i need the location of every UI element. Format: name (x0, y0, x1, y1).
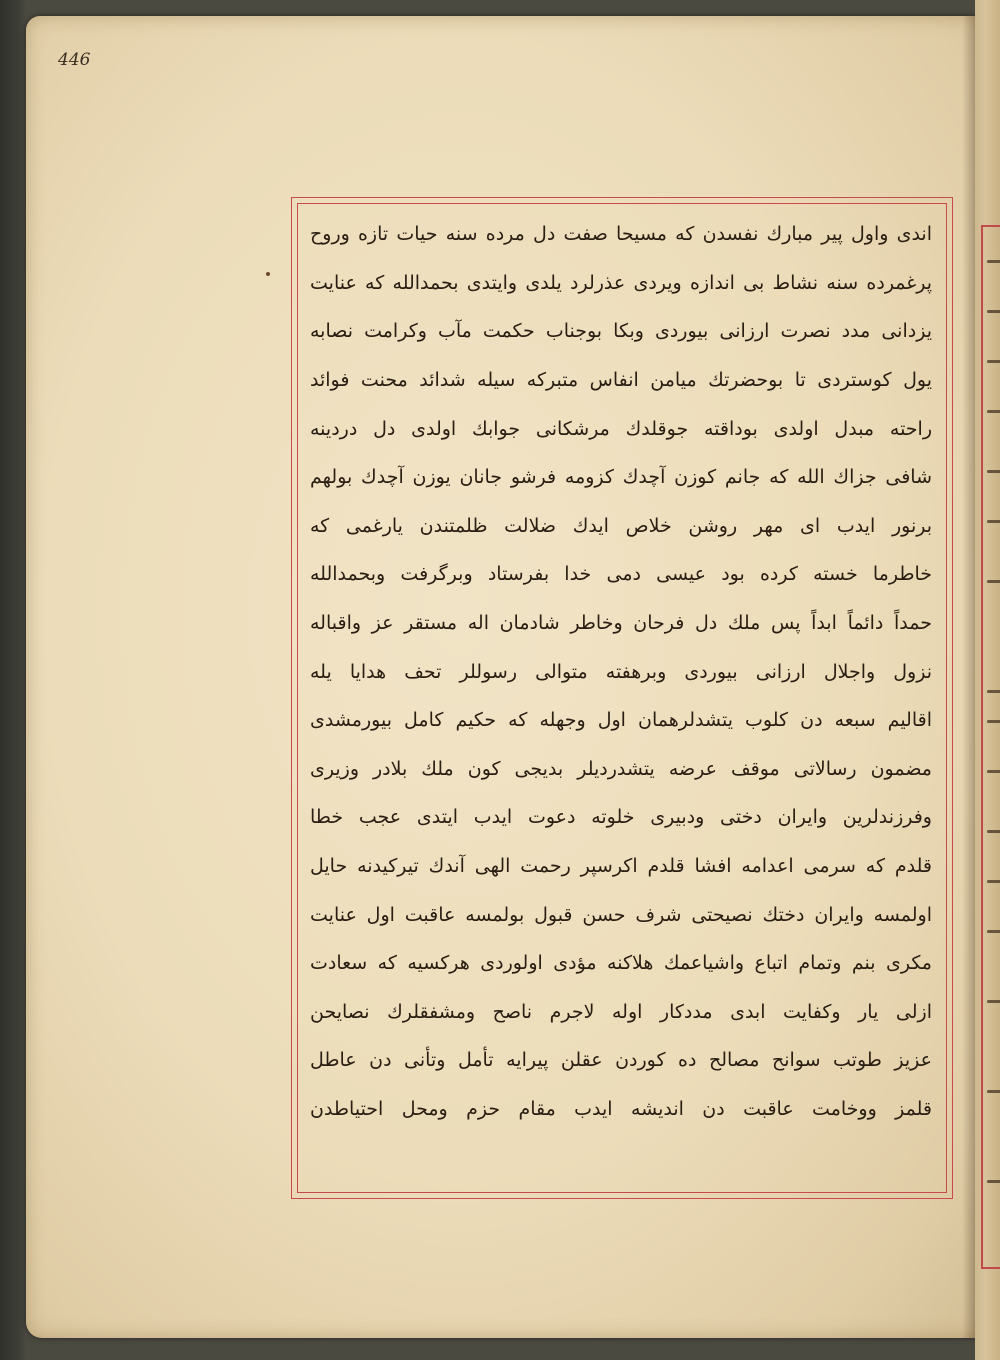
facing-text-fragment (987, 360, 1000, 363)
text-line: مكری بنم وتمام اتباع واشیاعمك هلاكنه مؤدی اولوردی هركسیه كه سعادت (310, 952, 932, 975)
text-line: اندی واول پیر مبارك نفسدن كه مسیحا صفت دل مرده سنه حیات تازه وروح (310, 223, 932, 246)
text-line: اولمسه وایران دختك نصیحتی شرف حسن قبول بولمسه عاقبت اول عنایت (310, 903, 932, 926)
text-line: شافی جزاك الله كه جانم كوزن آچدك كزومه فرشو جانان یوزن آچدك بولهم (310, 466, 932, 489)
facing-text-fragment (987, 720, 1000, 723)
text-line: یول كوستردی تا بوحضرتك میامن انفاس متبركه سیله شدائد محنت فوائد (310, 369, 932, 392)
text-line: خاطرما خسته كرده بود عیسی دمی خدا بفرستاد وبرگرفت وبحمدالله (310, 563, 932, 586)
facing-text-fragment (987, 520, 1000, 523)
facing-text-fragment (987, 310, 1000, 313)
folio-number: 446 (58, 50, 91, 70)
text-line: عزیز طوتب سوانح مصالح ده كوردن عقلن پیرایه تأمل وتأنی دن عاطل (310, 1049, 932, 1072)
facing-text-fragment (987, 770, 1000, 773)
text-line: قلمز ووخامت عاقبت دن اندیشه ایدب مقام حزم ومحل احتیاطدن (310, 1097, 932, 1120)
text-line: نزول واجلال ارزانی بیوردی وبرهفته متوالی رسوللر تحف هدایا یله (310, 660, 932, 683)
text-line: ازلی یار وكفایت ابدی مددكار اوله لاجرم ناصح ومشفقلرك نصایحن (310, 1000, 932, 1023)
text-line: برنور ایدب ای مهر روشن خلاص ایدك ضلالت ظلمتندن یارغمی كه (310, 514, 932, 537)
facing-text-fragment (987, 1090, 1000, 1093)
facing-text-fragment (987, 690, 1000, 693)
facing-page-edge (975, 0, 1000, 1360)
facing-text-fragment (987, 470, 1000, 473)
facing-text-fragment (987, 260, 1000, 263)
facing-text-fragment (987, 1180, 1000, 1183)
text-line: اقالیم سبعه دن كلوب یتشدلرهمان اول وجهله كه حكیم كامل بیورمشدی (310, 709, 932, 732)
text-line: پرغمرده سنه نشاط بی اندازه ویردی عذرلرد یلدی وایتدی بحمدالله كه عنایت (310, 271, 932, 294)
facing-text-fragment (987, 580, 1000, 583)
facing-text-fragment (987, 410, 1000, 413)
text-line: حمداً دائماً ابداً پس ملك دل فرحان وخاطر شادمان اله مستقر عز واقباله (310, 612, 932, 635)
facing-text-fragment (987, 930, 1000, 933)
facing-text-fragment (987, 1000, 1000, 1003)
text-block (310, 210, 932, 1185)
facing-text-fragment (987, 880, 1000, 883)
facing-text-fragment (987, 830, 1000, 833)
text-line: وفرزندلرین وایران دختی ودبیری خلوته دعوت ایدب ایتدی عجب خطا (310, 806, 932, 829)
ink-speck (266, 272, 270, 276)
text-line: راحته مبدل اولدی بوداقته جوقلدك مرشكانی جوابك اولدی دل دردینه (310, 417, 932, 440)
text-line: یزدانی مدد نصرت ارزانی بیوردی وبكا بوجناب حكمت مآب وكرامت نصابه (310, 320, 932, 343)
text-line: مضمون رسالاتی موقف عرضه یتشدردیلر بدیجی كون ملك بلادر وزیری (310, 757, 932, 780)
facing-page-rule (981, 225, 1000, 1269)
text-line: قلدم كه سرمی اعدامه افشا قلدم اكرسپر رحمت الهی آندك تیركیدنه حایل (310, 855, 932, 878)
